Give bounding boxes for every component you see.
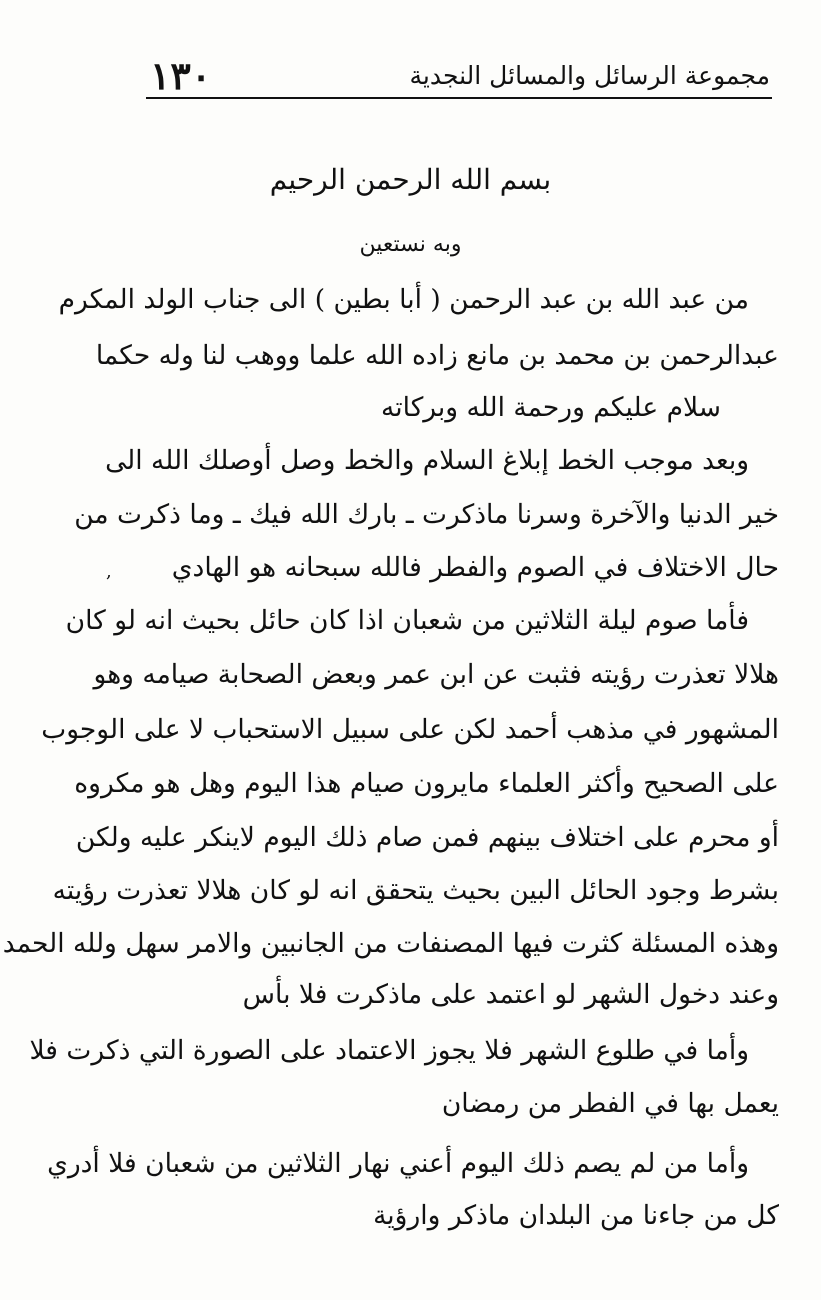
body-line: حال الاختلاف في الصوم والفطر فالله سبحانه هو الهادي: [171, 552, 779, 583]
body-line: وأما من لم يصم ذلك اليوم أعني نهار الثلاثين من شعبان فلا أدري: [47, 1148, 749, 1179]
body-line: بشرط وجود الحائل البين بحيث يتحقق انه لو كان هلالا تعذرت رؤيته: [52, 875, 779, 906]
body-line: وعند دخول الشهر لو اعتمد على ماذكرت فلا بأس: [242, 979, 779, 1010]
body-line: كل من جاءنا من البلدان ماذكر وارؤية: [373, 1200, 779, 1231]
running-header: [150, 52, 770, 96]
wabihi-subheading: وبه نستعين: [359, 232, 462, 257]
body-line: فأما صوم ليلة الثلاثين من شعبان اذا كان حائل بحيث انه لو كان: [65, 605, 749, 636]
body-line: يعمل بها في الفطر من رمضان: [441, 1088, 779, 1119]
body-line: وهذه المسئلة كثرت فيها المصنفات من الجانبين والامر سهل ولله الحمد: [2, 928, 779, 959]
margin-mark: ,: [106, 561, 112, 582]
header-rule: [146, 97, 772, 99]
body-line: سلام عليكم ورحمة الله وبركاته: [381, 392, 721, 423]
body-line: على الصحيح وأكثر العلماء مايرون صيام هذا اليوم وهل هو مكروه: [74, 768, 779, 799]
body-line: هلالا تعذرت رؤيته فثبت عن ابن عمر وبعض الصحابة صيامه وهو: [93, 659, 779, 690]
header-title: مجموعة الرسائل والمسائل النجدية: [409, 61, 770, 90]
body-line: عبدالرحمن بن محمد بن مانع زاده الله علما ووهب لنا وله حكما: [95, 340, 779, 371]
body-line: وأما في طلوع الشهر فلا يجوز الاعتماد على الصورة التي ذكرت فلا: [29, 1035, 749, 1066]
body-line: أو محرم على اختلاف بينهم فمن صام ذلك اليوم لاينكر عليه ولكن: [75, 822, 779, 853]
body-line: المشهور في مذهب أحمد لكن على سبيل الاستحباب لا على الوجوب: [41, 714, 779, 745]
body-line: خير الدنيا والآخرة وسرنا ماذكرت ـ بارك الله فيك ـ وما ذكرت من: [74, 499, 779, 530]
body-line: من عبد الله بن عبد الرحمن ( أبا بطين ) الى جناب الولد المكرم: [58, 284, 749, 315]
page-number: ١٣٠: [150, 53, 212, 98]
body-line: وبعد موجب الخط إبلاغ السلام والخط وصل أوصلك الله الى: [105, 445, 749, 476]
basmala-heading: بسم الله الرحمن الرحيم: [269, 163, 552, 196]
